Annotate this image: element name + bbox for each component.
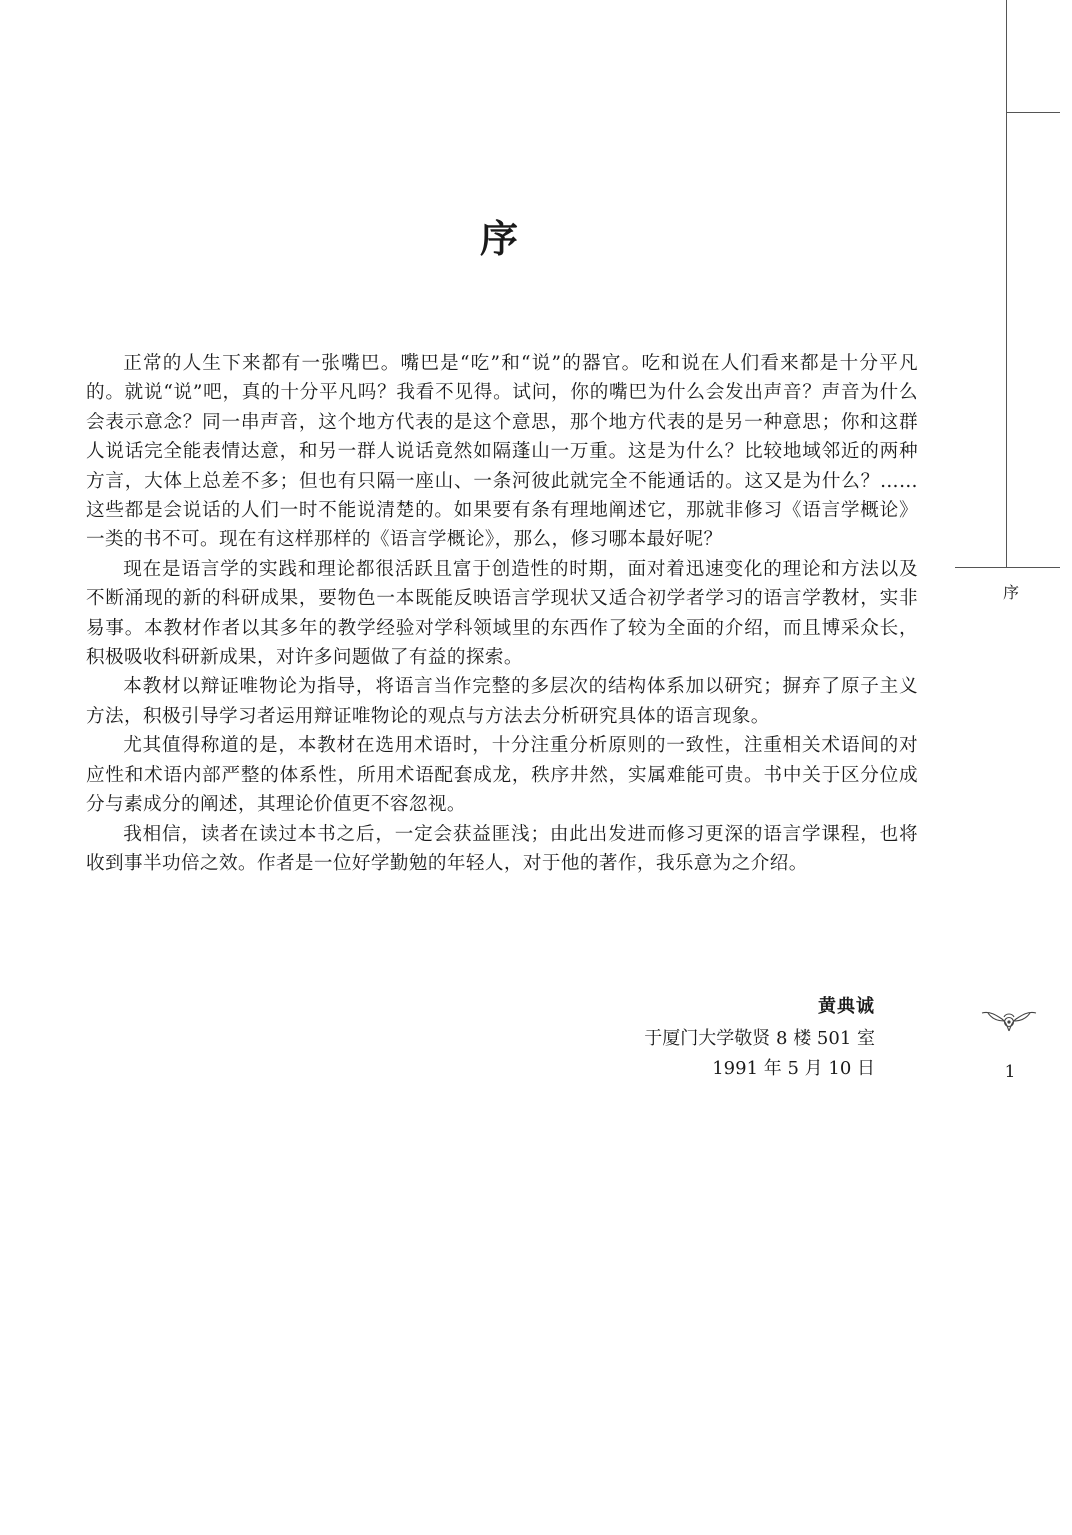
signature-place: 于厦门大学敬贤 8 楼 501 室 [644,1028,875,1049]
page-title: 序 [479,216,520,261]
signature-name: 黄典诚 [818,996,875,1017]
margin-vertical-rule [1006,0,1007,568]
signature-date: 1991 年 5 月 10 日 [712,1058,875,1079]
paragraph: 尤其值得称道的是，本教材在选用术语时，十分注重分析原则的一致性，注重相关术语间的对应性和术语内部严整的体系性，所用术语配套成龙，秩序井然，实属难能可贵。书中关于区分位成分与素成分的阐述，其理论价值更不容忽视。 [86,735,918,816]
margin-section-rule [955,567,1060,568]
paragraph: 本教材以辩证唯物论为指导，将语言当作完整的多层次的结构体系加以研究；摒弃了原子主义方法，积极引导学习者运用辩证唯物论的观点与方法去分析研究具体的语言现象。 [86,676,918,727]
margin-top-tick-rule [1006,112,1060,113]
paragraph: 我相信，读者在读过本书之后，一定会获益匪浅；由此出发进而修习更深的语言学课程，也将收到事半功倍之效。作者是一位好学勤勉的年轻人，对于他的著作，我乐意为之介绍。 [86,823,918,874]
running-head-label: 序 [1002,583,1019,602]
floral-ornament-icon [980,1007,1038,1037]
paragraph: 正常的人生下来都有一张嘴巴。嘴巴是“吃”和“说”的器官。吃和说在人们看来都是十分平凡的。就说“说”吧，真的十分平凡吗？我看不见得。试问，你的嘴巴为什么会发出声音？声音为什么会表示意念？同一串声音，这个地方代表的是这个意思，那个地方代表的是另一种意思；你和这群人说话完全能表情达意，和另一群人说话竟然如隔蓬山一万重。这是为什么？比较地域邻近的两种方言，大体上总差不多；但也有只隔一座山、一条河彼此就完全不能通话的。这又是为什么？……这些都是会说话的人们一时不能说清楚的。如果要有条有理地阐述它，那就非修习《语言学概论》一类的书不可。现在有这样那样的《语言学概论》，那么，修习哪本最好呢？ [86,353,918,551]
page-number: 1 [1004,1062,1016,1082]
preface-body [86,349,918,878]
paragraph: 现在是语言学的实践和理论都很活跃且富于创造性的时期，面对着迅速变化的理论和方法以及不断涌现的新的科研成果，要物色一本既能反映语言学现状又适合初学者学习的语言学教材，实非易事。本教材作者以其多年的教学经验对学科领域里的东西作了较为全面的介绍，而且博采众长，积极吸收科研新成果，对许多问题做了有益的探索。 [86,558,918,669]
